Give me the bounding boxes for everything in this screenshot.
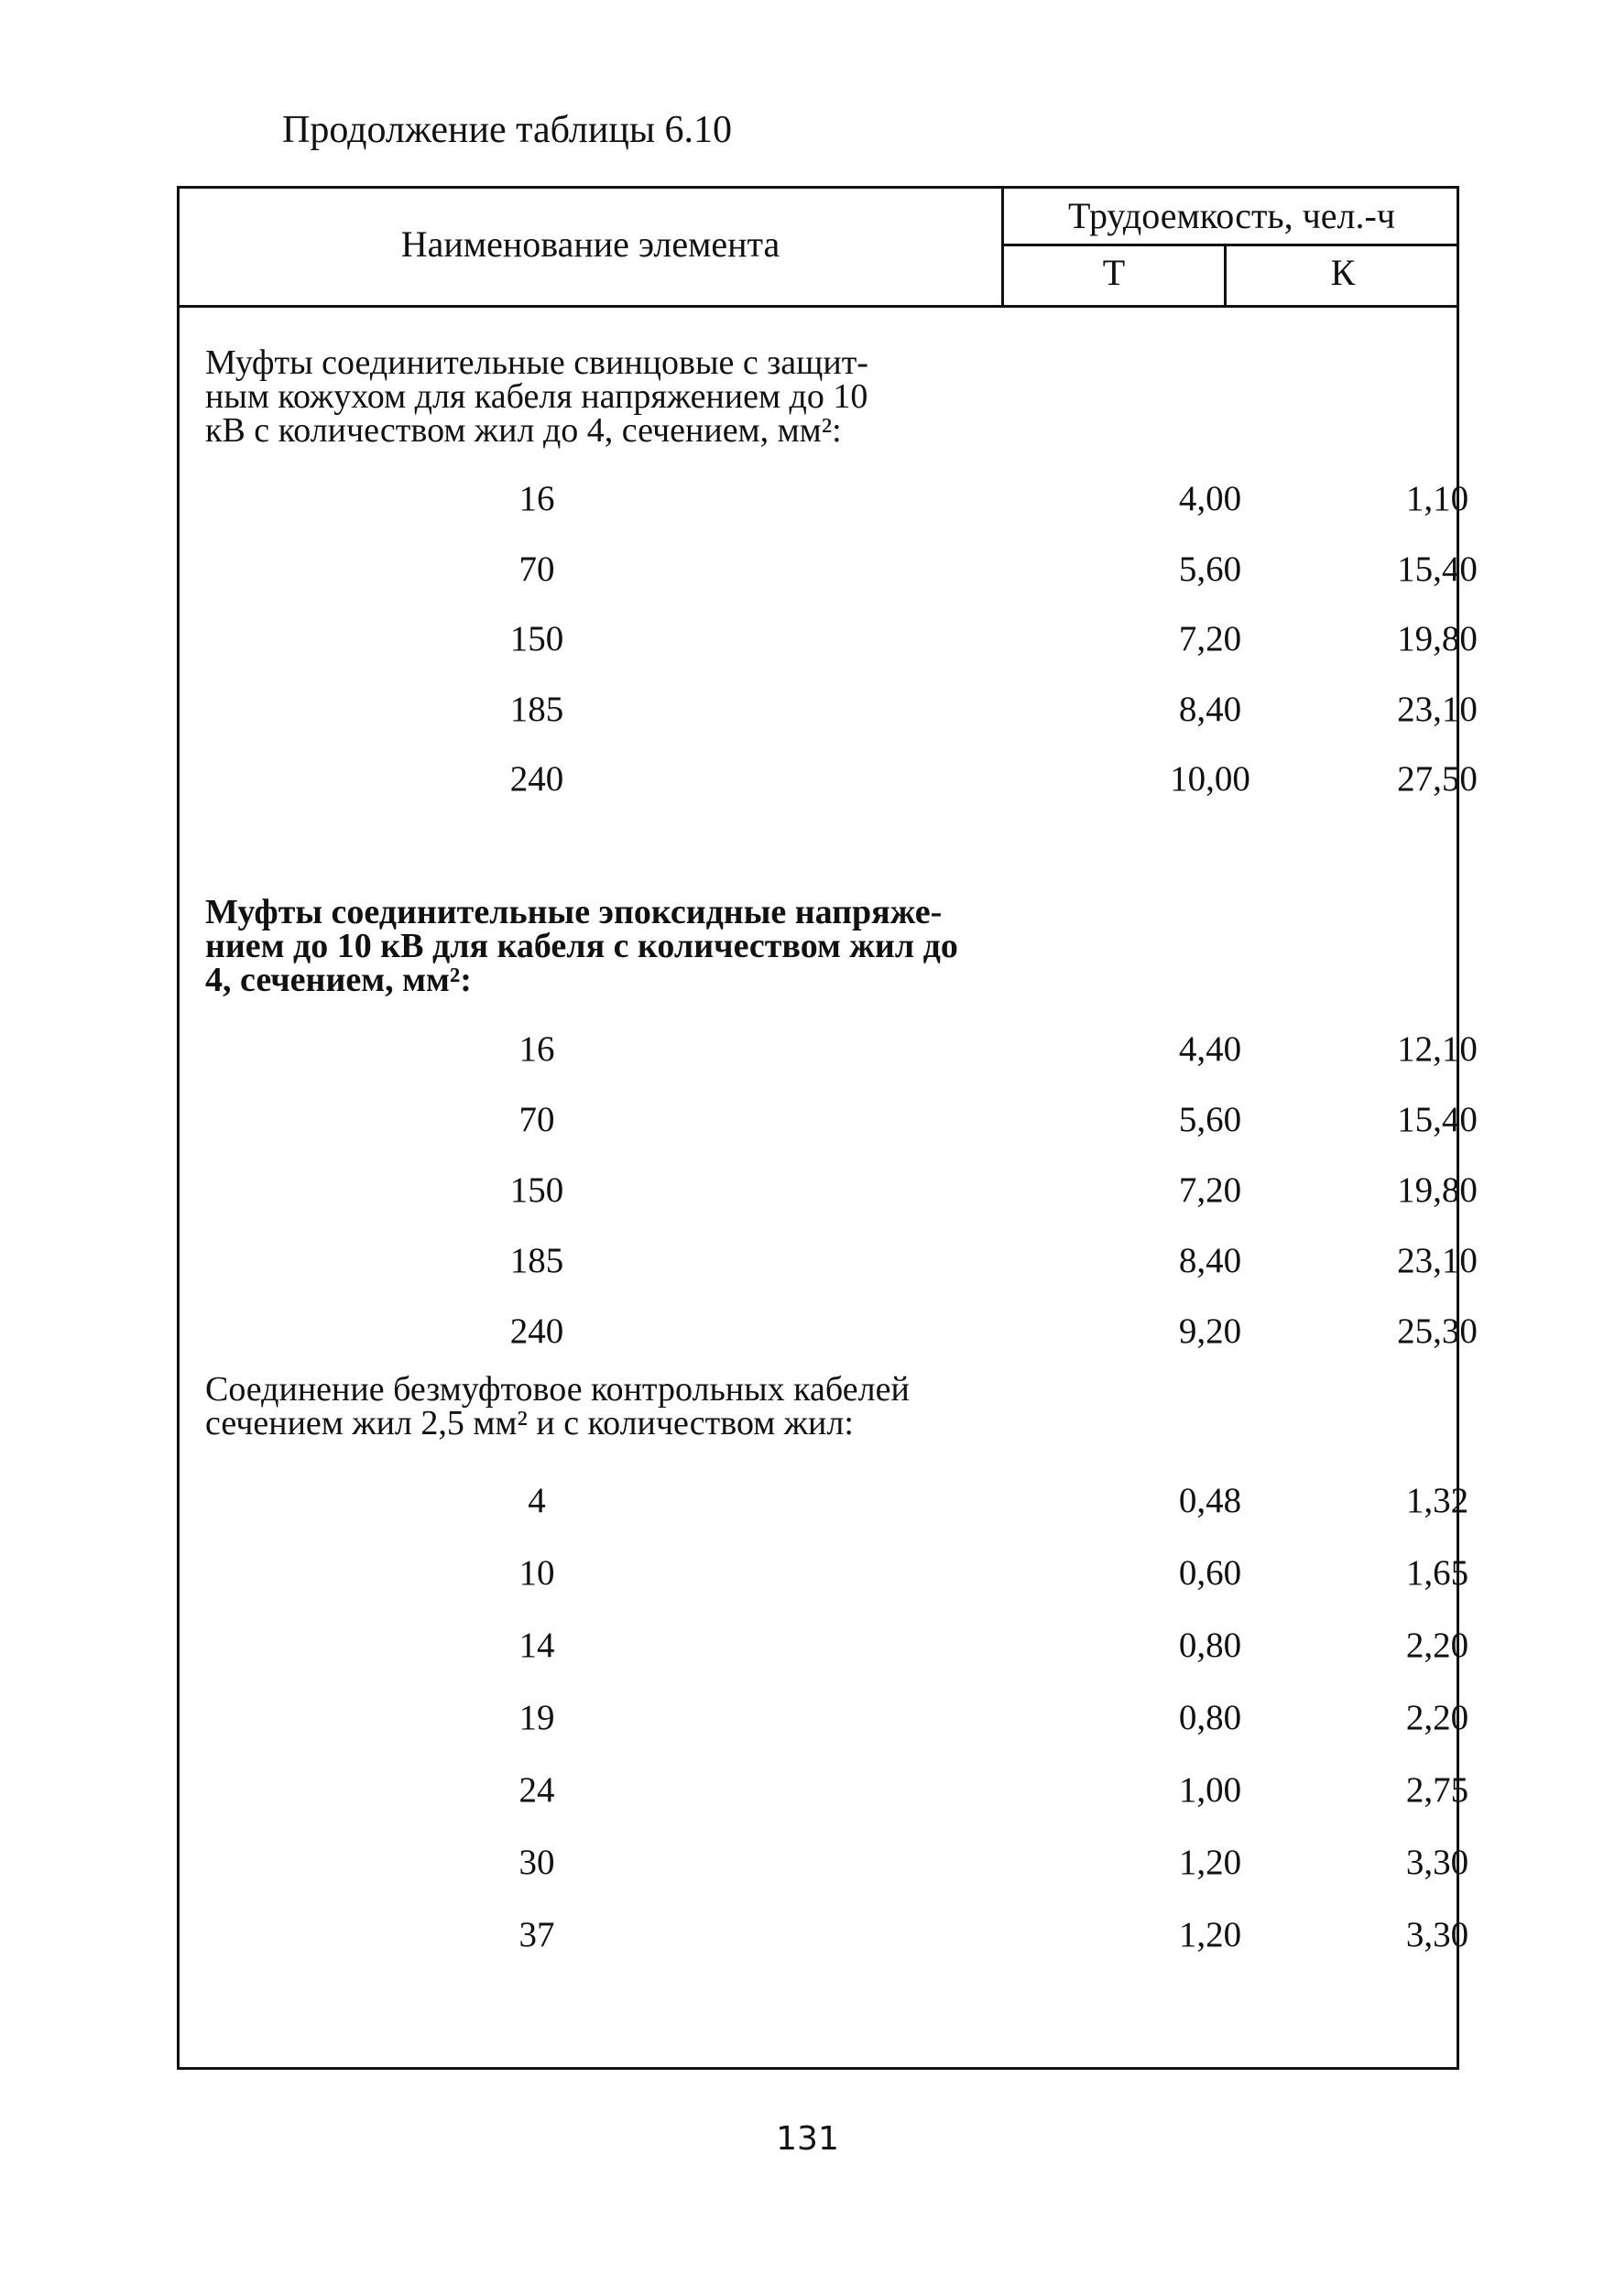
row-value-t: 7,20 bbox=[1178, 1170, 1242, 1210]
row-size: 30 bbox=[518, 1843, 555, 1882]
section-heading bbox=[205, 1370, 1011, 1442]
row-value-k: 2,20 bbox=[1405, 1626, 1469, 1665]
row-value-k: 15,40 bbox=[1397, 1100, 1478, 1139]
header-subrow-line bbox=[1001, 244, 1459, 246]
row-value-k: 12,10 bbox=[1397, 1029, 1478, 1069]
row-size: 19 bbox=[518, 1698, 555, 1737]
row-value-k: 19,80 bbox=[1397, 619, 1478, 658]
row-value-t: 5,60 bbox=[1178, 549, 1242, 589]
row-size: 70 bbox=[518, 549, 555, 589]
section-heading-line: нием до 10 кВ для кабеля с количеством жил до bbox=[205, 927, 958, 965]
row-size: 240 bbox=[509, 1311, 564, 1351]
row-value-t: 7,20 bbox=[1178, 619, 1242, 658]
section-heading bbox=[205, 893, 1011, 999]
row-size: 4 bbox=[528, 1481, 546, 1520]
row-size: 24 bbox=[518, 1770, 555, 1810]
header-labor: Трудоемкость, чел.-ч bbox=[1068, 195, 1395, 236]
row-value-k: 23,10 bbox=[1397, 1241, 1478, 1280]
row-value-k: 19,80 bbox=[1397, 1170, 1478, 1210]
row-value-t: 10,00 bbox=[1170, 759, 1250, 799]
row-value-k: 27,50 bbox=[1397, 759, 1478, 799]
section-heading-line: сечением жил 2,5 мм² и с количеством жил: bbox=[205, 1404, 854, 1442]
row-value-t: 1,00 bbox=[1178, 1770, 1242, 1810]
section-heading-line: Соединение безмуфтовое контрольных кабелей bbox=[205, 1370, 910, 1409]
row-value-t: 0,80 bbox=[1178, 1626, 1242, 1665]
row-value-t: 9,20 bbox=[1178, 1311, 1242, 1351]
row-value-t: 8,40 bbox=[1178, 1241, 1242, 1280]
row-size: 70 bbox=[518, 1100, 555, 1139]
row-value-k: 1,32 bbox=[1405, 1481, 1469, 1520]
row-size: 16 bbox=[518, 1029, 555, 1069]
row-value-k: 15,40 bbox=[1397, 549, 1478, 589]
row-value-t: 8,40 bbox=[1178, 689, 1242, 729]
table-caption: Продолжение таблицы 6.10 bbox=[282, 109, 733, 151]
row-size: 16 bbox=[518, 479, 555, 518]
section-heading-line: 4, сечением, мм²: bbox=[205, 961, 472, 999]
section-heading bbox=[205, 343, 1011, 450]
row-value-t: 5,60 bbox=[1178, 1100, 1242, 1139]
row-size: 185 bbox=[509, 689, 564, 729]
row-value-t: 4,40 bbox=[1178, 1029, 1242, 1069]
row-value-k: 25,30 bbox=[1397, 1311, 1478, 1351]
row-value-t: 4,00 bbox=[1178, 479, 1242, 518]
header-name-column: Наименование элемента bbox=[400, 223, 780, 265]
row-size: 240 bbox=[509, 759, 564, 799]
row-size: 10 bbox=[518, 1553, 555, 1593]
page-number: 131 bbox=[776, 2120, 839, 2158]
row-size: 14 bbox=[518, 1626, 555, 1665]
row-size: 150 bbox=[509, 619, 564, 658]
row-value-k: 2,20 bbox=[1405, 1698, 1469, 1737]
row-value-t: 1,20 bbox=[1178, 1915, 1242, 1954]
row-size: 37 bbox=[518, 1915, 555, 1954]
section-heading-line: Муфты соединительные свинцовые с защит- bbox=[205, 343, 868, 382]
header-k: К bbox=[1330, 252, 1356, 293]
row-value-k: 23,10 bbox=[1397, 689, 1478, 729]
header-t: Т bbox=[1102, 252, 1126, 293]
section-heading-line: кВ с количеством жил до 4, сечением, мм²: bbox=[205, 411, 842, 450]
section-heading-line: ным кожухом для кабеля напряжением до 10 bbox=[205, 377, 868, 416]
row-value-t: 0,80 bbox=[1178, 1698, 1242, 1737]
header-bottom-line bbox=[180, 305, 1459, 308]
row-value-k: 1,10 bbox=[1405, 479, 1469, 518]
row-size: 150 bbox=[509, 1170, 564, 1210]
row-value-t: 1,20 bbox=[1178, 1843, 1242, 1882]
row-value-t: 0,48 bbox=[1178, 1481, 1242, 1520]
row-value-k: 3,30 bbox=[1405, 1843, 1469, 1882]
row-size: 185 bbox=[509, 1241, 564, 1280]
row-value-k: 1,65 bbox=[1405, 1553, 1469, 1593]
row-value-k: 2,75 bbox=[1405, 1770, 1469, 1810]
row-value-t: 0,60 bbox=[1178, 1553, 1242, 1593]
labor-table bbox=[177, 186, 1478, 2070]
row-value-k: 3,30 bbox=[1405, 1915, 1469, 1954]
section-heading-line: Муфты соединительные эпоксидные напряже- bbox=[205, 893, 943, 931]
